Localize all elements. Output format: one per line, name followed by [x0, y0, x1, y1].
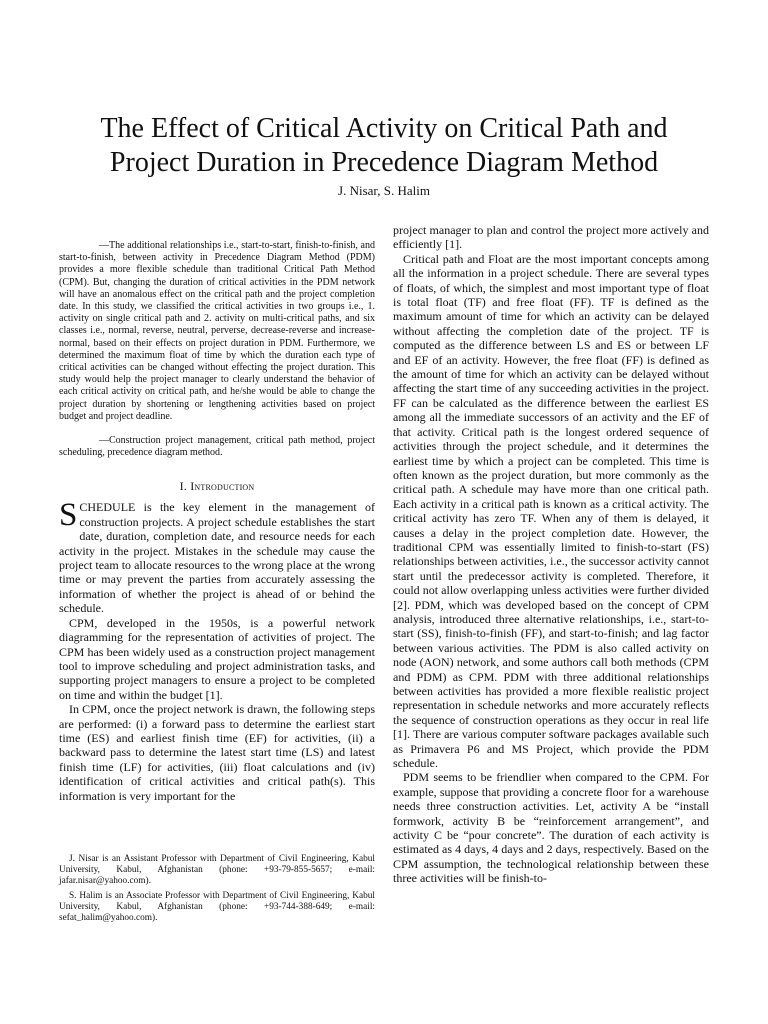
left-column [59, 240, 375, 803]
abstract: —The additional relationships i.e., start-to-start, finish-to-finish, and start-to-finish, between activity in Precedence Diagram Method (PDM) provides a more flexible schedule than traditional Critical Path Method (CPM). But, changing the duration of critical activities in the PDM network will have an anomalous effect on the critical path and the project completion date. In this study, we classified the critical activities in two groups i.e., 1. activity on single critical path and 2. activity on multi-critical paths, and six classes i.e., normal, reverse, neutral, perverse, decrease-reverse and increase-normal, based on their effects on project duration in PDM. Furthermore, we determined the maximum float of time by which the duration each type of critical activities can be changed without effecting the project duration. This study would help the project manager to clearly understand the behavior of each critical activity on critical path, and he/she would be able to change the project duration by shortening or lengthening activities based on project budget and project deadline. [59, 240, 375, 422]
index-terms: —Construction project management, critical path method, project scheduling, precedence diagram method. [59, 435, 375, 459]
intro-paragraph-1-text: is the key element in the management of construction projects. A project schedule establishes the start date, duration, completion date, and resource needs for each activity in the project. Mistakes in the schedule may cause the project team to allocate resources to the wrong place at the wrong time or may prevent the parties from accurately assessing the information of whether the project is ahead of or behind the schedule. [59, 500, 375, 616]
section-number: I. [179, 479, 188, 494]
footnote-author-2: S. Halim is an Associate Professor with Department of Civil Engineering, Kabul University, Kabul, Afghanistan (phone: +93-744-388-649; e-mail: sefat_halim@yahoo.com). [59, 891, 375, 923]
right-column [393, 223, 709, 886]
drop-cap: S [59, 497, 78, 534]
footnote-author-1: J. Nisar is an Assistant Professor with Department of Civil Engineering, Kabul University, Kabul, Afghanistan (phone: +93-79-855-5657; e-mail: jafar.nisar@yahoo.com). [59, 854, 375, 886]
section-title: Introduction [190, 479, 255, 494]
right-paragraph-1: project manager to plan and control the project more actively and efficiently [1]. [393, 223, 709, 252]
intro-paragraph-2: CPM, developed in the 1950s, is a powerful network diagramming for the representation of activities of project. The CPM has been widely used as a construction project management tool to improve scheduling and project administration tasks, and supporting project managers to ensure a project to be completed on time and within the budget [1]. [59, 615, 375, 702]
right-paragraph-3: PDM seems to be friendlier when compared to the CPM. For example, suppose that providing a concrete floor for a warehouse needs three construction activities. Let, activity A be “install formwork, activity B be “reinforcement arrangement”, and activity C be “pour concrete”. The duration of each activity is estimated as 4 days, 4 days and 2 days, respectively. Based on the CPM assumption, the technological relationship between these three activities will be finish-to- [393, 770, 709, 886]
paper-title [40, 112, 728, 180]
intro-paragraph-3: In CPM, once the project network is drawn, the following steps are performed: (i) a forward pass to determine the earliest start time (ES) and earliest finish time (EF) for activities, (ii) a backward pass to determine the latest start time (LS) and latest finish time (LF) for activities, (iii) float calculations and (iv) identification of critical activities and critical path(s). This information is very important for the [59, 702, 375, 803]
authors: J. Nisar, S. Halim [338, 183, 430, 198]
right-paragraph-2: Critical path and Float are the most important concepts among all the information in a project schedule. There are several types of floats, of which, the simplest and most important type of float is total float (TF) and free float (FF). TF is defined as the maximum amount of time for which an activity can be delayed without affecting the completion date of the project. TF is computed as the difference between LS and ES or between LF and EF of an activity. However, the free float (FF) is defined as the amount of time for which an activity can be delayed without affecting the start time of any succeeding activities in the project. FF can be calculated as the difference between the earliest ES among all the immediate successors of an activity and the EF of that activity. Critical path is the longest ordered sequence of activities through the project schedule, and it determines the earliest time by which a project can be completed. This time is often known as the project duration, but more commonly as the critical path. A schedule may have more than one critical path. Each activity in a critical path is known as a critical activity. The critical activity has zero TF. When any of them is delayed, it causes a delay in the project completion date. However, the traditional CPM was essentially limited to finish-to-start (FS) relationships between activities, i.e., the successor activity cannot start until the predecessor activity is completed. Therefore, it could not allow overlapping unless activities were further divided [2]. PDM, which was developed based on the concept of CPM analysis, introduced three alternative relationships, i.e., start-to-start (SS), finish-to-finish (FF), and start-to-finish; and lag factor between various activities. The PDM is also called activity on node (AON) network, and some authors call both methods (CPM and PDM) as CPM. PDM with three additional relationships between activities has provided a more flexible realistic project representation in schedule networks and more accurately reflects the sequence of construction operations as they occur in real life [1]. There are various computer software packages available such as Primavera P6 and MS Project, which provide the PDM schedule. [393, 251, 709, 771]
drop-cap-rest: CHEDULE [79, 500, 136, 515]
paper-title-line-1: The Effect of Critical Activity on Critical Path and [100, 113, 668, 144]
footnotes [59, 854, 375, 928]
intro-paragraph-1 [59, 497, 375, 616]
section-heading-introduction [59, 479, 375, 494]
paper-title-line-2: Project Duration in Precedence Diagram Method [109, 147, 659, 178]
